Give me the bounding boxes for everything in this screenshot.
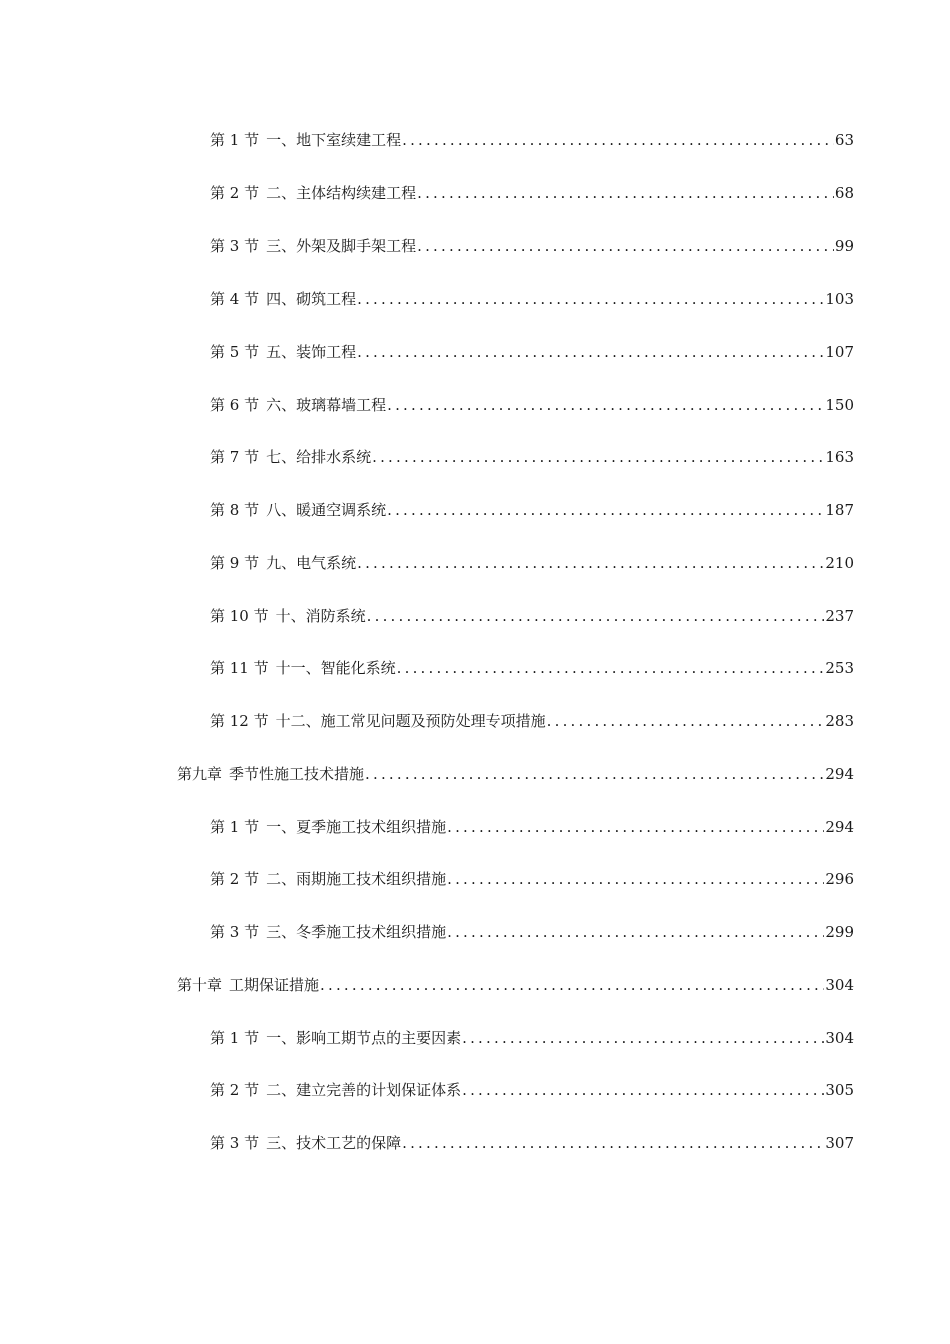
- entry-title: 十一、智能化系统: [275, 659, 396, 677]
- entry-label: [210, 130, 401, 150]
- entry-page-number: 294: [825, 765, 854, 783]
- dot-leader: [387, 395, 824, 415]
- entry-number: 第 1 节: [210, 1029, 260, 1047]
- entry-label: [210, 342, 356, 362]
- dot-leader: [372, 447, 824, 467]
- entry-title: 八、暖通空调系统: [266, 501, 387, 519]
- toc-entry[interactable]: [210, 391, 854, 415]
- dot-leader: [417, 236, 834, 256]
- entry-number: 第 12 节: [210, 712, 269, 730]
- dot-leader: [462, 1080, 824, 1100]
- entry-page-number: 103: [825, 290, 854, 308]
- entry-page-number: 68: [834, 184, 854, 202]
- dot-leader: [365, 764, 824, 784]
- entry-label: [210, 289, 356, 309]
- toc-entry[interactable]: [210, 813, 854, 837]
- entry-title: 七、给排水系统: [266, 448, 372, 466]
- dot-leader: [402, 130, 834, 150]
- entry-number: 第 2 节: [210, 1081, 260, 1099]
- entry-page-number: 63: [834, 131, 854, 149]
- entry-label: [210, 922, 446, 942]
- entry-page-number: 150: [825, 396, 854, 414]
- entry-title: 二、建立完善的计划保证体系: [266, 1081, 462, 1099]
- entry-label: [210, 1080, 461, 1100]
- toc-entry[interactable]: [210, 1024, 854, 1048]
- toc-entry[interactable]: [210, 602, 854, 626]
- entry-title: 十、消防系统: [275, 607, 366, 625]
- dot-leader: [357, 289, 824, 309]
- entry-number: 第 1 节: [210, 818, 260, 836]
- entry-page-number: 99: [834, 237, 854, 255]
- dot-leader: [357, 342, 824, 362]
- entry-number: 第 11 节: [210, 659, 269, 677]
- entry-title: 三、技术工艺的保障: [266, 1134, 402, 1152]
- toc-entry[interactable]: [210, 443, 854, 467]
- entry-number: 第 5 节: [210, 343, 260, 361]
- entry-label: [177, 764, 364, 784]
- toc-entry[interactable]: [210, 179, 854, 203]
- entry-label: [210, 236, 416, 256]
- entry-number: 第 3 节: [210, 237, 260, 255]
- toc-entry[interactable]: [210, 126, 854, 150]
- entry-page-number: 253: [825, 659, 854, 677]
- entry-label: [210, 869, 446, 889]
- entry-label: [210, 447, 371, 467]
- entry-title: 五、装饰工程: [266, 343, 357, 361]
- entry-title: 三、冬季施工技术组织措施: [266, 923, 447, 941]
- entry-title: 十二、施工常见问题及预防处理专项措施: [275, 712, 546, 730]
- toc-entry[interactable]: [210, 654, 854, 678]
- chapter-title: 季节性施工技术措施: [229, 765, 365, 783]
- entry-title: 四、砌筑工程: [266, 290, 357, 308]
- entry-label: [210, 1133, 401, 1153]
- dot-leader: [367, 606, 825, 626]
- toc-entry[interactable]: [210, 707, 854, 731]
- entry-label: [210, 183, 416, 203]
- entry-number: 第 8 节: [210, 501, 260, 519]
- entry-title: 九、电气系统: [266, 554, 357, 572]
- entry-title: 三、外架及脚手架工程: [266, 237, 417, 255]
- entry-number: 第 10 节: [210, 607, 269, 625]
- entry-page-number: 163: [825, 448, 854, 466]
- entry-page-number: 299: [825, 923, 854, 941]
- entry-page-number: 187: [825, 501, 854, 519]
- entry-page-number: 210: [825, 554, 854, 572]
- entry-page-number: 307: [825, 1134, 854, 1152]
- toc-entry[interactable]: [210, 865, 854, 889]
- entry-title: 二、主体结构续建工程: [266, 184, 417, 202]
- entry-page-number: 304: [825, 976, 854, 994]
- entry-label: [210, 711, 546, 731]
- dot-leader: [417, 183, 834, 203]
- dot-leader: [397, 658, 825, 678]
- entry-number: 第 3 节: [210, 1134, 260, 1152]
- entry-label: [210, 553, 356, 573]
- dot-leader: [462, 1028, 824, 1048]
- chapter-number: 第九章: [177, 765, 223, 783]
- dot-leader: [447, 869, 824, 889]
- dot-leader: [357, 553, 824, 573]
- entry-page-number: 304: [825, 1029, 854, 1047]
- dot-leader: [447, 922, 824, 942]
- toc-chapter-entry[interactable]: [177, 971, 854, 995]
- toc-entry[interactable]: [210, 1129, 854, 1153]
- entry-title: 一、影响工期节点的主要因素: [266, 1029, 462, 1047]
- chapter-title: 工期保证措施: [229, 976, 320, 994]
- toc-entry[interactable]: [210, 232, 854, 256]
- toc-entry[interactable]: [210, 285, 854, 309]
- entry-number: 第 7 节: [210, 448, 260, 466]
- toc-entry[interactable]: [210, 918, 854, 942]
- entry-number: 第 4 节: [210, 290, 260, 308]
- dot-leader: [447, 817, 824, 837]
- entry-label: [210, 658, 396, 678]
- chapter-number: 第十章: [177, 976, 223, 994]
- toc-entry[interactable]: [210, 496, 854, 520]
- dot-leader: [320, 975, 824, 995]
- entry-label: [210, 395, 386, 415]
- entry-number: 第 2 节: [210, 184, 260, 202]
- entry-title: 六、玻璃幕墙工程: [266, 396, 387, 414]
- entry-number: 第 6 节: [210, 396, 260, 414]
- toc-entry[interactable]: [210, 338, 854, 362]
- entry-label: [210, 500, 386, 520]
- entry-page-number: 296: [825, 870, 854, 888]
- entry-page-number: 283: [825, 712, 854, 730]
- toc-entry[interactable]: [210, 1076, 854, 1100]
- dot-leader: [402, 1133, 824, 1153]
- entry-number: 第 1 节: [210, 131, 260, 149]
- toc-entry[interactable]: [210, 549, 854, 573]
- entry-page-number: 107: [825, 343, 854, 361]
- entry-number: 第 9 节: [210, 554, 260, 572]
- entry-label: [210, 1028, 461, 1048]
- entry-number: 第 3 节: [210, 923, 260, 941]
- entry-label: [177, 975, 319, 995]
- entry-label: [210, 606, 366, 626]
- entry-title: 一、地下室续建工程: [266, 131, 402, 149]
- entry-label: [210, 817, 446, 837]
- entry-page-number: 237: [825, 607, 854, 625]
- entry-page-number: 305: [825, 1081, 854, 1099]
- toc-chapter-entry[interactable]: [177, 760, 854, 784]
- entry-page-number: 294: [825, 818, 854, 836]
- entry-number: 第 2 节: [210, 870, 260, 888]
- entry-title: 二、雨期施工技术组织措施: [266, 870, 447, 888]
- dot-leader: [387, 500, 824, 520]
- entry-title: 一、夏季施工技术组织措施: [266, 818, 447, 836]
- dot-leader: [547, 711, 825, 731]
